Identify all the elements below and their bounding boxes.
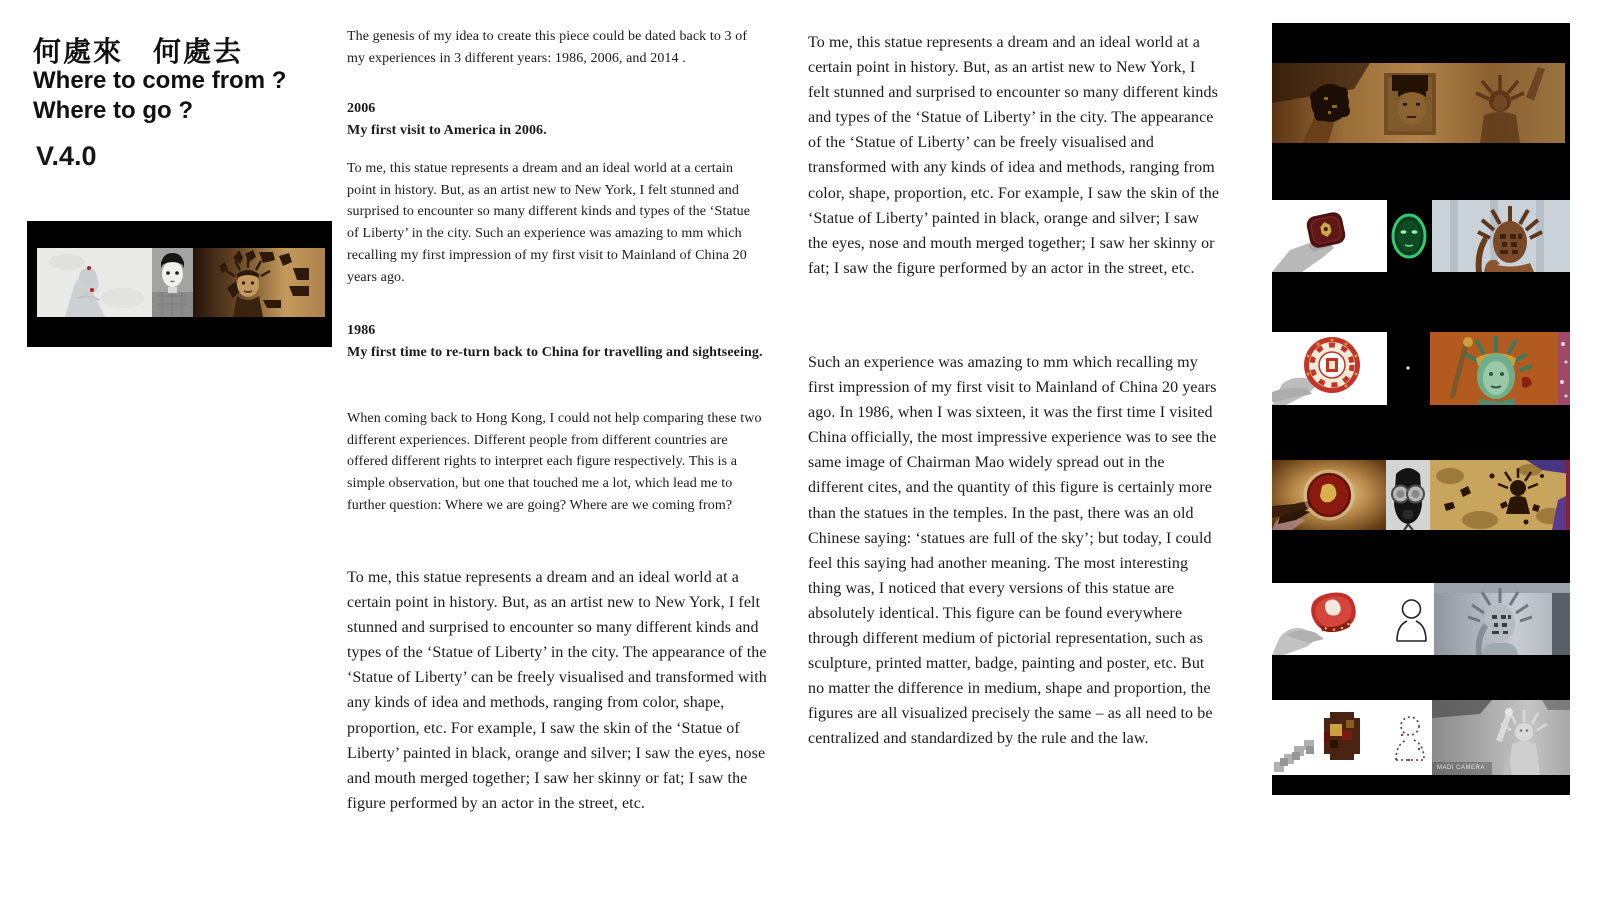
column-3 [808,30,1220,830]
chinese-title: 何處來 何處去 [33,36,244,67]
left-filmstrip [27,221,332,347]
year-2006-label: 2006 [347,101,376,116]
heading-2006: My first visit to America in 2006. [347,123,547,138]
right-filmstrip [1272,23,1570,795]
photo-caption: MADI CAMERA [1437,765,1485,771]
color-statue-image [1430,332,1570,405]
paragraph-statue-large: To me, this statue represents a dream and an ideal world at a certain point in history. But, as an artist new to New York, I felt stunned and surprised to encounter so many different kinds and types of the ‘Statue of Liberty’ in the city. The appearance of the ‘Statue of Liberty’ can be freely visualised and transformed with any kinds of idea and methods, ranging from color, shape, proportion, etc. For example, I saw the skin of the ‘Statue of Liberty’ painted in black, orange and silver; I saw the eyes, nose and mouth merged together; I saw her skinny or fat; I saw the figure performed by an actor in the street, etc. [347,569,767,812]
paragraph-hongkong: When coming back to Hong Kong, I could not help comparing these two different experiences. Different people from different countries are offered different rights to interpret each figure respectively. This is a simple observation, but one that touched me a lot, which lead me to further question: Where we are going? Where are we coming from? [347,411,762,513]
stencil-statue-image [1430,460,1570,530]
intro-paragraph: The genesis of my idea to create this piece could be dated back to 3 of my experiences in 3 different years: 1986, 2006, and 2014 . [347,29,748,66]
film-row-1 [1272,63,1565,143]
green-face-image [1387,200,1432,272]
title-line-1: Where to come from ? [33,67,287,94]
paragraph-mao: Such an experience was amazing to mm which recalling my first impression of my first visit to Mainland of China 20 years ago. In 1986, when I was sixteen, it was the first time I visited China officially, the most impressive experience was to see the same image of Chairman Mao widely spread out in the different cites, and the quantity of this figure is certainly more than the statues in the temples. In the past, there was an old Chinese saying: ‘statues are full of the sky’; but today, I could feel this saying had another meaning. The most interesting thing was, I noticed that every versions of this statue are absolutely identical. This figure can be found everywhere through different medium of pictorial representation, such as sculpture, printed matter, badge, painting and poster, etc. But no matter the difference in medium, shape and proportion, the figures are all visualized precisely the same – as all need to be centralized and standardized by the rule and the law. [808,354,1217,748]
hand-glowing-badge-image [1272,460,1386,530]
dotted-bust-image [1389,700,1432,775]
paragraph-statue: To me, this statue represents a dream and an ideal world at a certain point in history. But, as an artist new to New York, I felt stunned and surprised to encounter so many different kinds and types of the ‘Statue of Liberty’ in the city. The appearance of the ‘Statue of Liberty’ can be freely visualised and transformed with any kinds of idea and methods, ranging from color, shape, proportion, etc. For example, I saw the skin of the ‘Statue of Liberty’ painted in black, orange and silver; I saw the eyes, nose and mouth merged together; I saw her skinny or fat; I saw the figure performed by an actor in the street, etc. [808,34,1220,277]
photo-statue-image [1432,700,1570,775]
boy-portrait-image [152,248,193,317]
pixel-badge-image [1272,700,1389,775]
year-1986-label: 1986 [347,323,376,338]
paragraph-2006: To me, this statue represents a dream and an ideal world at a certain point in history. But, as an artist new to New York, I felt stunned and surprised to encounter so many different kinds and types of the ‘Statue of Liberty’ in the city. Such an experience was amazing to mm which recalling my first impression of my first visit to Mainland of China 20 years ago. [347,161,751,285]
black-frame-dot [1387,332,1430,405]
left-filmstrip-frames [37,248,325,317]
hand-dark-badge-image [1272,200,1387,272]
silver-statue-image [1434,583,1570,655]
heading-1986: My first time to re-turn back to China for travelling and sightseeing. [347,345,763,360]
badge-face-statue-wall-image [1272,63,1565,143]
version-label: V.4.0 [36,141,97,171]
copper-statue-image [1432,200,1570,272]
hand-red-badge-image [1272,583,1389,655]
relief-figure-image [37,248,152,317]
statue-engraving-image [193,248,325,317]
outline-bust-image [1389,583,1434,655]
hand-ornate-badge-image [1272,332,1387,405]
gas-mask-image [1386,460,1430,530]
column-2 [347,26,765,876]
title-line-2: Where to go ? [33,97,193,124]
